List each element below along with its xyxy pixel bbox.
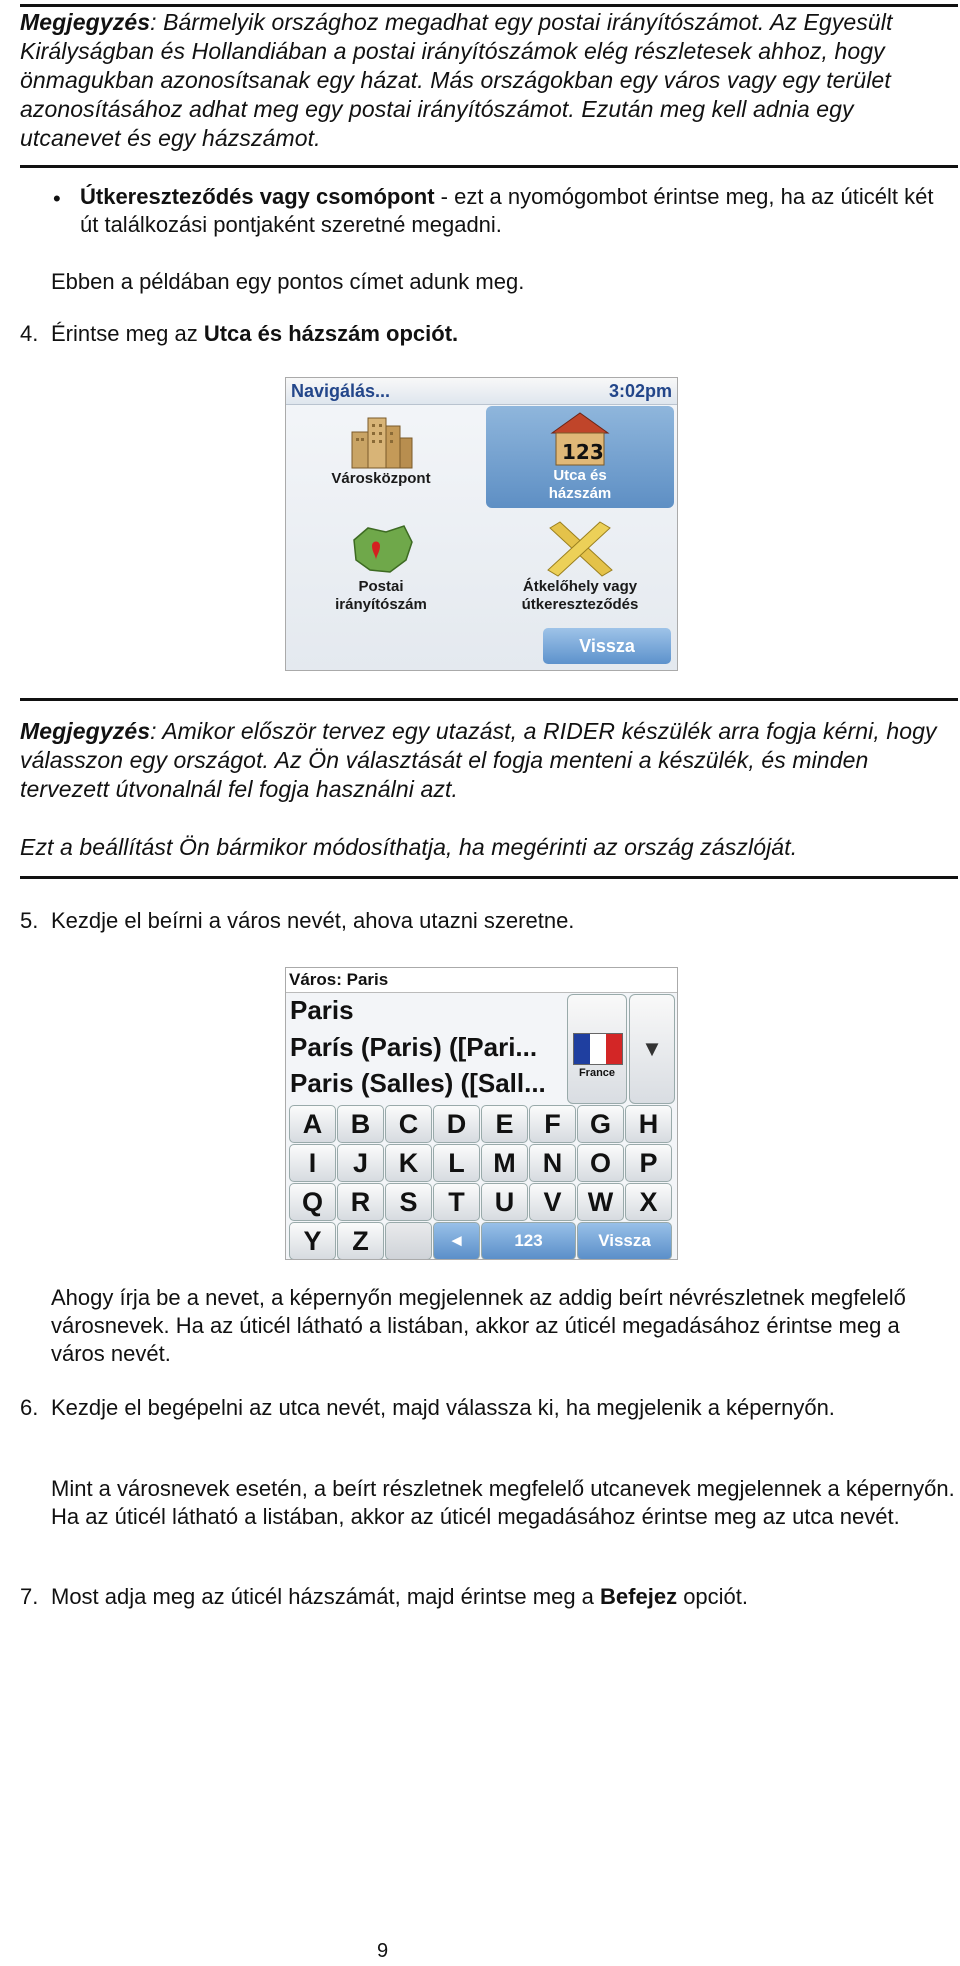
navigation-menu-screenshot: [285, 377, 678, 671]
top-rule: [20, 4, 958, 7]
step-5-number: 5.: [20, 908, 39, 933]
bullet-bold: Útkereszteződés vagy csomópont: [80, 184, 435, 209]
back-key[interactable]: Vissza: [577, 1222, 672, 1260]
key-t[interactable]: T: [433, 1183, 480, 1221]
house-numbers-icon: [542, 409, 618, 467]
city-input[interactable]: Város: Paris: [286, 968, 678, 993]
key-w[interactable]: W: [577, 1183, 624, 1221]
key-u[interactable]: U: [481, 1183, 528, 1221]
postal-code-button[interactable]: [306, 518, 456, 623]
country-flag-button[interactable]: [567, 994, 627, 1104]
crossing-label-line2: útkereszteződés: [521, 596, 639, 613]
city-entry-screenshot: [285, 967, 678, 1260]
note2-text: : Amikor először tervez egy utazást, a RIDER készülék arra fogja kérni, hogy válasszon egy országot. Az Ön választását el fogja menteni a készülék, és minden tervezett útvonalnál fel fogja használni azt.: [20, 718, 937, 802]
page-number: 9: [377, 1940, 389, 1962]
french-flag-icon: [573, 1033, 623, 1065]
step-6-text: Kezdje el begépelni az utca nevét, majd válassza ki, ha megjelenik a képernyőn.: [51, 1395, 835, 1420]
key-space[interactable]: [385, 1222, 432, 1260]
key-c[interactable]: C: [385, 1105, 432, 1143]
key-x[interactable]: X: [625, 1183, 672, 1221]
city-centre-button[interactable]: [306, 406, 456, 506]
numbers-key[interactable]: 123: [481, 1222, 576, 1260]
key-z[interactable]: Z: [337, 1222, 384, 1260]
result-item[interactable]: París (Paris) ([Pari...: [290, 1032, 538, 1062]
scroll-down-button[interactable]: ▼: [629, 994, 675, 1104]
country-label: France: [578, 1067, 616, 1079]
key-s[interactable]: S: [385, 1183, 432, 1221]
city-centre-label: Városközpont: [331, 470, 431, 487]
note2-label: Megjegyzés: [20, 718, 151, 744]
key-m[interactable]: M: [481, 1144, 528, 1182]
key-p[interactable]: P: [625, 1144, 672, 1182]
note-text: : Bármelyik országhoz megadhat egy postai irányítószámot. Az Egyesült Királyságban és Hollandiában a postai irányítószámok elég részletesek ahhoz, hogy önmagukban azonosítsanak egy házat. Más országokban egy város vagy egy terület azonosításához adhat meg egy postai irányítószámot. Ezután meg kell adnia egy utcanevet és egy házszámot.: [20, 9, 893, 151]
key-b[interactable]: B: [337, 1105, 384, 1143]
back-button[interactable]: Vissza: [543, 628, 671, 664]
step-4-text: [51, 320, 458, 348]
nav-time: 3:02pm: [608, 381, 672, 401]
bullet-text: - ezt a nyomógombot érintse meg, ha az úticélt két út találkozási pontjaként szeretné megadni.: [80, 184, 934, 237]
paragraph-street-names: Mint a városnevek esetén, a beírt részletnek megfelelő utcanevek megjelennek a képernyőn. Ha az úticél látható a listában, akkor az úticél megadásához érintse meg az utca nevét.: [51, 1476, 955, 1529]
result-item[interactable]: Paris (Salles) ([Sall...: [290, 1068, 546, 1098]
key-h[interactable]: H: [625, 1105, 672, 1143]
map-region-icon: [346, 520, 416, 578]
crossroads-icon: [542, 520, 618, 578]
key-y[interactable]: Y: [289, 1222, 336, 1260]
bullet-crossing: [80, 183, 950, 239]
key-j[interactable]: J: [337, 1144, 384, 1182]
step-7-pre: Most adja meg az úticél házszámát, majd érintse meg a: [51, 1584, 601, 1609]
buildings-icon: [346, 410, 416, 470]
crossing-label-line1: Átkelőhely vagy: [522, 578, 638, 595]
nav-header: [286, 378, 677, 405]
backspace-key[interactable]: ◄: [433, 1222, 480, 1260]
key-q[interactable]: Q: [289, 1183, 336, 1221]
step-6-number: 6.: [20, 1395, 39, 1420]
key-n[interactable]: N: [529, 1144, 576, 1182]
street-label-line1: Utca és: [553, 467, 607, 484]
step-4-number: 4.: [20, 321, 39, 346]
postal-label-line1: Postai: [358, 578, 404, 595]
key-d[interactable]: D: [433, 1105, 480, 1143]
key-v[interactable]: V: [529, 1183, 576, 1221]
key-i[interactable]: I: [289, 1144, 336, 1182]
note-postal-code: [20, 8, 950, 153]
key-k[interactable]: K: [385, 1144, 432, 1182]
key-l[interactable]: L: [433, 1144, 480, 1182]
nav-title: Navigálás...: [291, 381, 391, 401]
key-r[interactable]: R: [337, 1183, 384, 1221]
note2-top-rule: [20, 698, 958, 701]
step-4-bold: Utca és házszám opciót.: [203, 321, 459, 346]
crossing-or-junction-button[interactable]: [486, 518, 674, 623]
key-e[interactable]: E: [481, 1105, 528, 1143]
key-f[interactable]: F: [529, 1105, 576, 1143]
key-a[interactable]: A: [289, 1105, 336, 1143]
street-and-house-number-button[interactable]: [486, 406, 674, 508]
note-bottom-rule: [20, 165, 958, 168]
key-o[interactable]: O: [577, 1144, 624, 1182]
note-country: [20, 717, 950, 804]
result-item[interactable]: Paris: [290, 995, 354, 1025]
svg-text:123: 123: [562, 440, 604, 464]
example-text: Ebben a példában egy pontos címet adunk meg.: [51, 269, 525, 294]
key-g[interactable]: G: [577, 1105, 624, 1143]
step-7-post: opciót.: [677, 1584, 749, 1609]
postal-label-line2: irányítószám: [335, 596, 427, 613]
step-4-pre: Érintse meg az: [51, 321, 204, 346]
step-7-text: [51, 1583, 956, 1611]
bullet-dot: •: [53, 186, 61, 211]
note-label: Megjegyzés: [20, 9, 151, 35]
step-5-text: Kezdje el beírni a város nevét, ahova utazni szeretne.: [51, 908, 575, 933]
note2-bottom-rule: [20, 876, 958, 879]
step-7-bold: Befejez: [600, 1584, 678, 1609]
note-country-flag: Ezt a beállítást Ön bármikor módosíthatja, ha megérinti az ország zászlóját.: [20, 834, 798, 860]
paragraph-city-names: Ahogy írja be a nevet, a képernyőn megjelennek az addig beírt névrészletnek megfelelő városnevek. Ha az úticél látható a listában, akkor az úticél megadásához érintse meg a város nevét.: [51, 1285, 906, 1366]
step-7-number: 7.: [20, 1584, 39, 1609]
street-label-line2: házszám: [548, 485, 612, 502]
